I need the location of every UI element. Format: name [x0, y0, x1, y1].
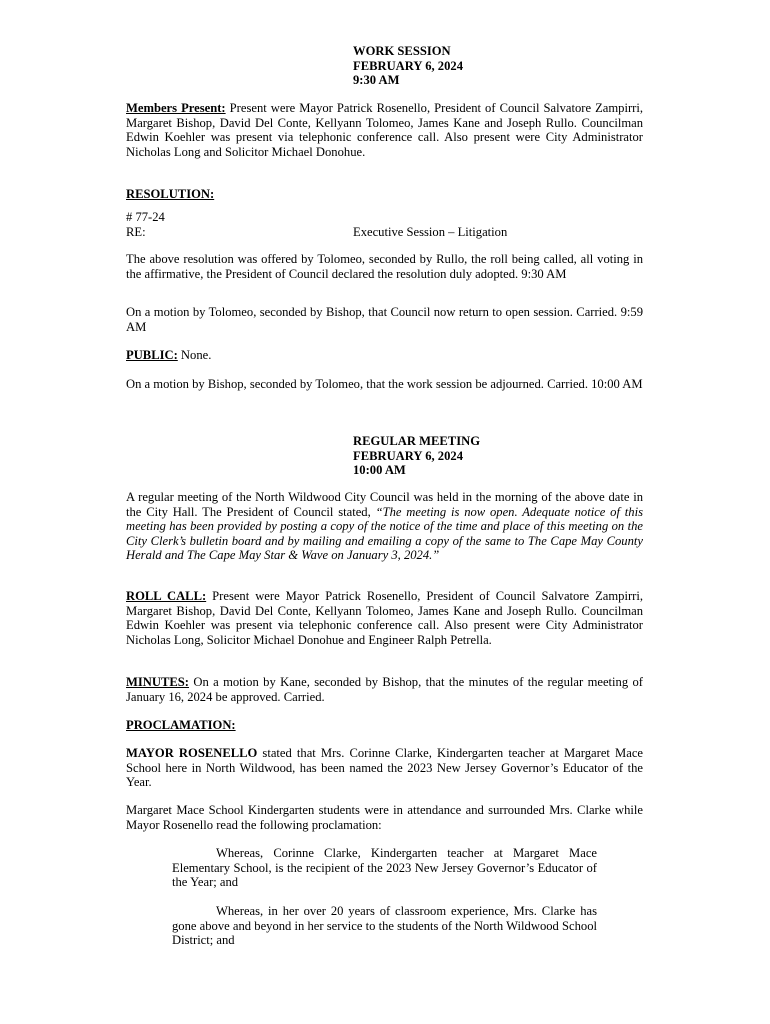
resolution-re-row	[126, 225, 646, 240]
resolution-adopted-paragraph: The above resolution was offered by Tolomeo, seconded by Rullo, the roll being called, all voting in the affirmative, the President of Council declared the resolution duly adopted. 9:30 AM	[126, 252, 643, 281]
proclamation-heading: PROCLAMATION:	[126, 718, 236, 732]
resolution-heading: RESOLUTION:	[126, 187, 215, 201]
public-text: None.	[177, 348, 212, 362]
mayor-text: stated that Mrs. Corinne Clarke, Kindergarten teacher at Margaret Mace School here in North Wildwood, has been named the 2023 New Jersey Governor’s Educator of the Year.	[126, 746, 643, 790]
regular-meeting-header	[353, 434, 480, 478]
work-session-time: 9:30 AM	[353, 73, 400, 88]
minutes-text: On a motion by Kane, seconded by Bishop, that the minutes of the regular meeting of January 16, 2024 be approved. Carried.	[126, 675, 643, 704]
intro-paragraph	[126, 490, 643, 563]
work-session-title: WORK SESSION	[353, 44, 451, 58]
regular-meeting-date: FEBRUARY 6, 2024	[353, 448, 463, 463]
regular-meeting-time: 10:00 AM	[353, 463, 406, 478]
members-present-text: Present were Mayor Patrick Rosenello, President of Council Salvatore Zampirri, Margaret Bishop, David Del Conte, Kellyann Tolomeo, James Kane and Joseph Rullo. Councilman Edwin Koehler was present via telephonic conference call. Also present were City Administrator Nicholas Long and Solicitor Michael Donohue.	[126, 101, 644, 159]
regular-meeting-title: REGULAR MEETING	[353, 434, 481, 448]
public-paragraph	[126, 348, 643, 363]
minutes-paragraph	[126, 675, 643, 704]
roll-call-text: Present were Mayor Patrick Rosenello, President of Council Salvatore Zampirri, Margaret Bishop, David Del Conte, Kellyann Tolomeo, James Kane and Joseph Rullo. Councilman Edwin Koehler was present via telephonic conference call. Also present were City Administrator Nicholas Long, Solicitor Michael Donohue and Engineer Ralph Petrella.	[126, 589, 644, 647]
resolution-number: # 77-24	[126, 210, 165, 224]
intro-quote: “The meeting is now open. Adequate notice of this meeting has been provided by posting a copy of the notice of the time and place of this meeting on the City Clerk’s bulletin board and by mailing and emailing a copy of the same to The Cape May County Herald and The Cape May Star & Wave on January 3, 2024.”	[126, 504, 643, 563]
public-label: PUBLIC:	[126, 348, 178, 362]
work-session-date: FEBRUARY 6, 2024	[353, 58, 463, 73]
mayor-label: MAYOR ROSENELLO	[126, 746, 258, 760]
members-present-paragraph	[126, 101, 643, 159]
students-paragraph: Margaret Mace School Kindergarten students were in attendance and surrounded Mrs. Clarke while Mayor Rosenello read the following proclamation:	[126, 803, 643, 832]
whereas-paragraph-1: Whereas, Corinne Clarke, Kindergarten teacher at Margaret Mace Elementary School, is the recipient of the 2023 New Jersey Governor’s Educator of the Year; and	[172, 846, 597, 890]
intro-text: A regular meeting of the North Wildwood City Council was held in the morning of the above date in the City Hall. The President of Council stated,	[126, 490, 643, 519]
whereas-paragraph-2: Whereas, in her over 20 years of classroom experience, Mrs. Clarke has gone above and beyond in her service to the students of the North Wildwood School District; and	[172, 904, 597, 948]
roll-call-paragraph	[126, 589, 643, 647]
roll-call-label: ROLL CALL:	[126, 589, 207, 603]
work-session-header	[353, 44, 463, 88]
members-present-label: Members Present:	[126, 101, 226, 115]
resolution-re-value: Executive Session – Litigation	[353, 225, 508, 239]
resolution-re-label: RE:	[126, 225, 146, 239]
adjourn-paragraph: On a motion by Bishop, seconded by Tolomeo, that the work session be adjourned. Carried. 10:00 AM	[126, 377, 643, 391]
mayor-paragraph	[126, 746, 643, 790]
open-session-paragraph: On a motion by Tolomeo, seconded by Bishop, that Council now return to open session. Carried. 9:59 AM	[126, 305, 643, 334]
minutes-label: MINUTES:	[126, 675, 189, 689]
